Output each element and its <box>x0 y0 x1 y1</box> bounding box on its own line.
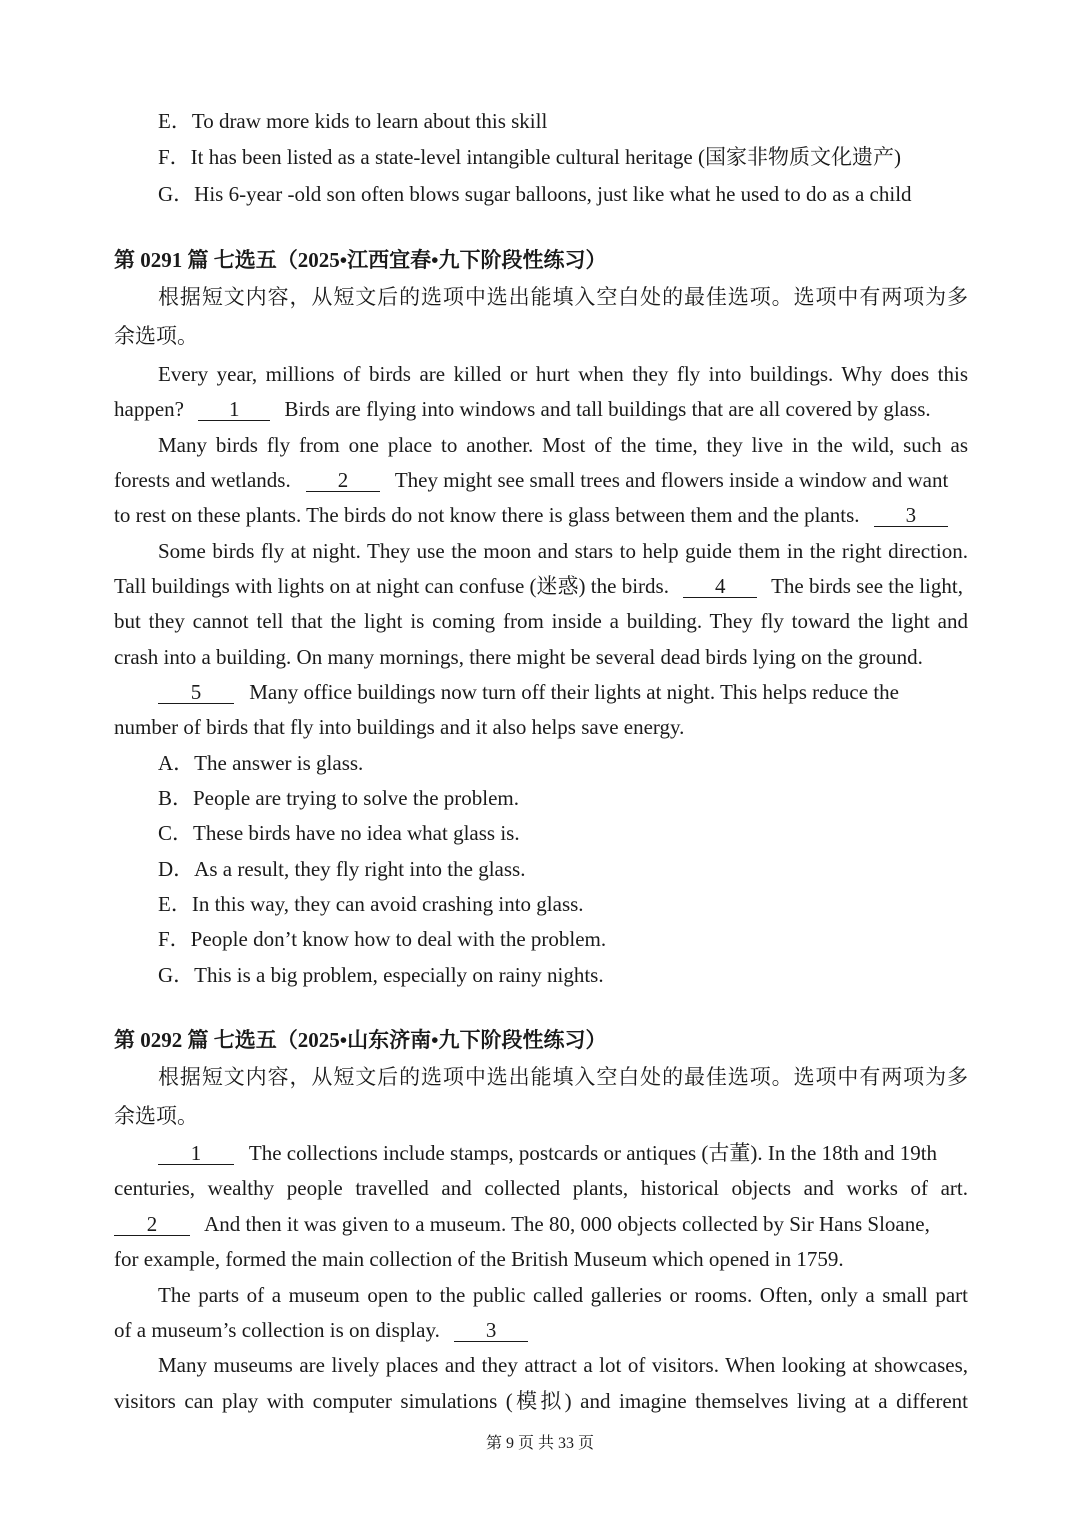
answer-blank: 4 <box>683 575 757 598</box>
passage-text: The birds see the light, <box>771 574 963 598</box>
option-line: B．People are trying to solve the problem. <box>158 786 520 810</box>
section-heading: 第 0291 篇 七选五（2025•江西宜春•九下阶段性练习） <box>114 248 607 272</box>
answer-blank: 2 <box>114 1213 190 1236</box>
passage-text: Many museums are lively places and they attract a lot of visitors. When looking at showcases, <box>158 1353 968 1377</box>
instruction-text: 余选项。 <box>114 324 198 348</box>
passage-text: The collections include stamps, postcards or antiques (古董). In the 18th and 19th <box>248 1141 938 1165</box>
passage-line <box>158 1136 937 1171</box>
answer-blank: 3 <box>454 1319 528 1342</box>
passage-line <box>114 498 948 533</box>
option-line: G．This is a big problem, especially on rainy nights. <box>158 963 604 987</box>
passage-text: visitors can play with computer simulations (模拟) and imagine themselves living at a different <box>114 1389 968 1413</box>
passage-line <box>158 675 899 710</box>
answer-blank: 1 <box>158 1142 234 1165</box>
passage-text: centuries, wealthy people travelled and collected plants, historical objects and works of art. <box>114 1176 968 1200</box>
page-footer: 第 9 页 共 33 页 <box>485 1435 594 1452</box>
passage-line <box>114 392 931 427</box>
option-line: E．To draw more kids to learn about this skill <box>158 109 548 133</box>
option-line: A．The answer is glass. <box>158 751 364 775</box>
answer-blank: 2 <box>306 469 380 492</box>
passage-text: of a museum’s collection is on display. <box>114 1318 440 1342</box>
passage-line <box>114 569 963 604</box>
instruction-text: 根据短文内容，从短文后的选项中选出能填入空白处的最佳选项。选项中有两项为多 <box>158 285 968 309</box>
option-line: F．People don’t know how to deal with the problem. <box>158 927 607 951</box>
option-line: F．It has been listed as a state-level intangible cultural heritage (国家非物质文化遗产) <box>158 145 901 169</box>
passage-text: Many birds fly from one place to another. Most of the time, they live in the wild, such as <box>158 433 968 457</box>
section-heading: 第 0292 篇 七选五（2025•山东济南•九下阶段性练习） <box>114 1028 607 1052</box>
passage-text: forests and wetlands. <box>114 468 291 492</box>
passage-text: number of birds that fly into buildings and it also helps save energy. <box>114 715 685 739</box>
passage-text: for example, formed the main collection of the British Museum which opened in 1759. <box>114 1247 844 1271</box>
option-line: C．These birds have no idea what glass is. <box>158 821 520 845</box>
option-line: D．As a result, they fly right into the glass. <box>158 857 526 881</box>
passage-text: Some birds fly at night. They use the moon and stars to help guide them in the right direction. <box>158 539 968 563</box>
instruction-text: 根据短文内容，从短文后的选项中选出能填入空白处的最佳选项。选项中有两项为多 <box>158 1065 968 1089</box>
option-line: G．His 6-year -old son often blows sugar balloons, just like what he used to do as a child <box>158 182 912 206</box>
passage-text: happen? <box>114 397 184 421</box>
answer-blank: 1 <box>198 398 270 421</box>
answer-blank: 5 <box>158 681 234 704</box>
passage-text: The parts of a museum open to the public called galleries or rooms. Often, only a small part <box>158 1283 968 1307</box>
passage-text: to rest on these plants. The birds do not know there is glass between them and the plants. <box>114 503 860 527</box>
passage-text: crash into a building. On many mornings, there might be several dead birds lying on the ground. <box>114 645 923 669</box>
passage-text: Many office buildings now turn off their lights at night. This helps reduce the <box>249 680 899 704</box>
instruction-text: 余选项。 <box>114 1104 198 1128</box>
passage-line <box>114 1207 930 1242</box>
passage-text: And then it was given to a museum. The 80, 000 objects collected by Sir Hans Sloane, <box>204 1212 930 1236</box>
option-line: E．In this way, they can avoid crashing into glass. <box>158 892 584 916</box>
passage-text: They might see small trees and flowers inside a window and want <box>394 468 949 492</box>
passage-line <box>114 1313 532 1348</box>
passage-text: Tall buildings with lights on at night can confuse (迷惑) the birds. <box>114 574 669 598</box>
passage-line <box>114 463 948 498</box>
passage-text: Every year, millions of birds are killed or hurt when they fly into buildings. Why does this <box>158 362 968 386</box>
passage-text: but they cannot tell that the light is coming from inside a building. They fly toward the light and <box>114 609 968 633</box>
answer-blank: 3 <box>874 504 948 527</box>
passage-text: Birds are flying into windows and tall buildings that are all covered by glass. <box>284 397 931 421</box>
